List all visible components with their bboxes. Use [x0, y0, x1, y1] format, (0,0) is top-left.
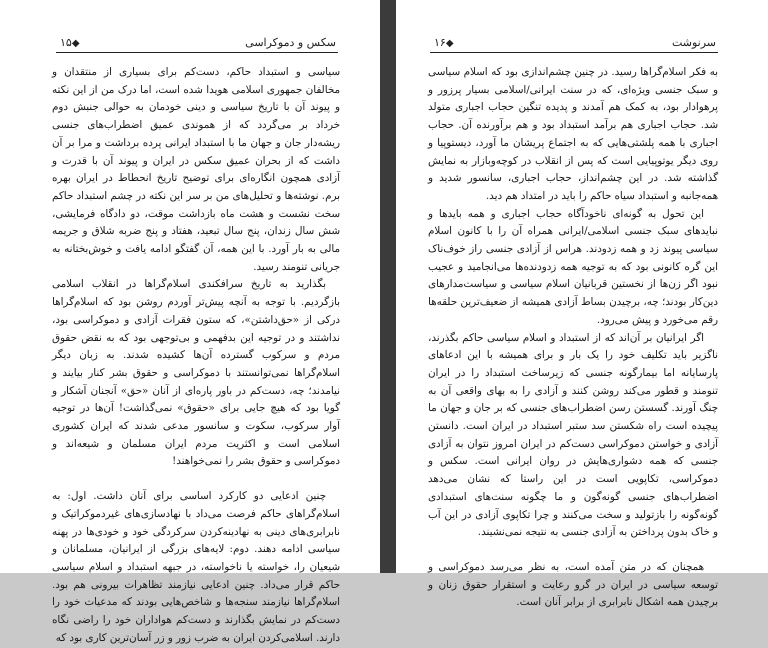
- right-page: [396, 0, 768, 609]
- running-title: سکس و دموکراسی: [245, 36, 336, 49]
- diamond-ornament-icon: ◆: [445, 38, 454, 49]
- diamond-ornament-icon: ◆: [71, 38, 80, 49]
- paragraph: همچنان که در متن آمده است، به نظر می‌رسد دموکراسی و توسعه سیاسی در ایران در گرو رعایت و استقرار حقوق زنان و برچیدن همه اشکال نابرابری از برابر آنان است.: [428, 560, 718, 609]
- header-rule: [430, 52, 718, 53]
- book-gutter: [380, 0, 396, 573]
- body-text: [52, 64, 340, 648]
- paragraph: اگر ایرانیان بر آن‌اند که از استبداد و اسلام سیاسی حاکم بگذرند، ناگزیر باید تکلیف خود را یک بار و برای همیشه با این ادعاهای پارسایانه اما بیمارگونه جنسی که زیرساخت استبداد را در ایران تنومند و قطور می‌کند روشن کنند و آزادی را به بهای واقعی آن به چنگ آورند. گسستن رسن اضطراب‌های جنسی که بر جان و جهان ما پیچیده است راه شکستن سد ستبر استبداد در ایران است. دانستن آزادی و خواستن دموکراسی دست‌کم در ایران امروز نتوان به آزادی جنسی که همه دشواری‌هایش در روان ایرانی است. سکس و دموکراسی، تکاپویی است در این راستا که نشان می‌دهد اضطراب‌های جنسی گونه‌گون و ما چگونه سنت‌های استبدادی گونه‌گونه را بازتولید و سخت می‌کنند و چرا تکاپوی آزادی در این آب و خاک بدون پرداختن به آزادی جنسی به نتیجه نمی‌نشیند.: [428, 331, 718, 539]
- paragraph: چنین ادعایی دو کارکرد اساسی برای آنان داشت. اول: به اسلام‌گراهای حاکم فرصت می‌داد با نهادسازی‌های غیردموکراتیک و نابرابری‌های دینی به نهادینه‌کردن سرکردگی خود و خودی‌ها در پهنه سیاسی ادامه دهند. دوم: لایه‌های بزرگی از ایرانیان، مسلمانان و شیعیان را، خواسته یا ناخواسته، در جبهه استبداد و اسلام سیاسی حاکم قرار می‌داد. چنین ادعایی نیازمند تظاهرات بیرونی هم بود. اسلام‌گراها نیازمند سنجه‌ها و شاخص‌هایی بودند که مدعیات خود را دست‌کم در نمایش بگذارند و دست‌کم هواداران خود را راضی نگاه دارند. اسلامی‌کردن ایران به ضرب زور و زر آسان‌ترین کاری بود که: [52, 490, 340, 644]
- paragraph: بگذارید به تاریخ سرافکندی اسلام‌گراها در انقلاب اسلامی بازگردیم. با توجه به آنچه پیش‌تر آوردم روشن بود که اسلام‌گراها درکی از «حق‌داشتن»، که ستون فقرات آزادی و دموکراسی بود، نداشتند و در توجیه این بدفهمی و بی‌توجهی بود که به نقض حقوق مردم و سرکوب گسترده آن‌ها کشیده شدند. به زبان دیگر اسلام‌گراها نمی‌توانستند با دموکراسی و حقوق بشر کنار بیایند و نیامدند؛ چه، دست‌کم در باور پاره‌ای از آنان «حق» آنجنان آشکار و گویا بود که هیچ جایی برای «حقوق» نمی‌گذاشت! آن‌ها در توجیه آوار سرکوب، سکوت و سانسور مدعی شدند که ایران کشوری اسلامی است و اکثریت مردم ایران مسلمان و شیعه‌اند و دموکراسی و حقوق بشر را نمی‌خواهند!: [52, 278, 340, 468]
- page-number: ◆۱۶: [434, 36, 454, 49]
- page-number: ◆۱۵: [60, 36, 80, 49]
- paragraph: این تحول به گونه‌ای ناخودآگاه حجاب اجباری و همه بایدها و نبایدهای سبک جنسی اسلامی/ایرانی همراه آن را با کانون اسلام سیاسی پیوند زد و همه زدودند. هراس از آزادی جنسی راز خوف‌ناک این گره کانونی بود که به توجیه همه زدودنده‌ها می‌انجامید و عجیب نبود اگر زن‌ها از نخستین قربانیان اسلام سیاسی و سیاست‌مدارهای دین‌کار بودند؛ چه، برچیدن بساط آزادی همیشه از ضعیف‌ترین حلقه‌ها رقم می‌خورد و پیش می‌رود.: [428, 207, 718, 326]
- running-title: سرنوشت: [671, 36, 716, 49]
- body-text: [428, 64, 718, 612]
- paragraph: به فکر اسلام‌گراها رسید. در چنین چشم‌اندازی بود که اسلام سیاسی و سبک جنسی ویژه‌ای، که در سنت ایرانی/اسلامی بسیار پرزور و پرهوادار بود، به کمک هم آمدند و پدیده تنگین حجاب اجباری متولد شد. حجاب اجباری هم برآمد استبداد بود و هم برآورنده آن. حجاب اجباری با همه پلشتی‌هایی که به اجتماع پریشان ما آورد، دیستوپیا و روی دیگر یوتوپیایی است که پس از انقلاب در کوچه‌وبازار به نمایش گذاشته شد. در این چشم‌انداز، حجاب اجباری، سانسور شدید و همه‌جانبه و استبداد سیاه حاکم را باید در امتداد هم دید.: [428, 66, 718, 202]
- left-page: [0, 0, 380, 644]
- paragraph: سیاسی و استبداد حاکم، دست‌کم برای بسیاری از منتقدان و مخالفان جمهوری اسلامی هویدا شده است، اما درک من از این نکته و پیوند آن با تاریخ سیاسی و دینی خودمان به حوالی جنبش دوم خرداد بر می‌گردد که از هموندی عمیق اضطراب‌های جنسی ریشه‌دار جان و جهان ما با استبداد ایرانی پرده برداشت و مرا بر آن داشت که از بحران عمیق سکس در ایران و پیوند آن با قدرت و آزادی همچون انگاره‌ای برای توضیح تاریخ انحطاط در ایران بهره برم. نوشته‌ها و تحلیل‌های من بر سر این نکته در چشم استبداد حاکم سخت نشست و هشت ماه بازداشت موقت، دو دادگاه فرمایشی، شش سال زندان، پنج سال تبعید، هفتاد و پنج ضربه شلاق و جریمه مالی به بار آورد. با این همه، آن گفتگو ادامه یافت و خوش‌بختانه به جریانی تنومند رسید.: [52, 66, 340, 273]
- header-rule: [56, 52, 338, 53]
